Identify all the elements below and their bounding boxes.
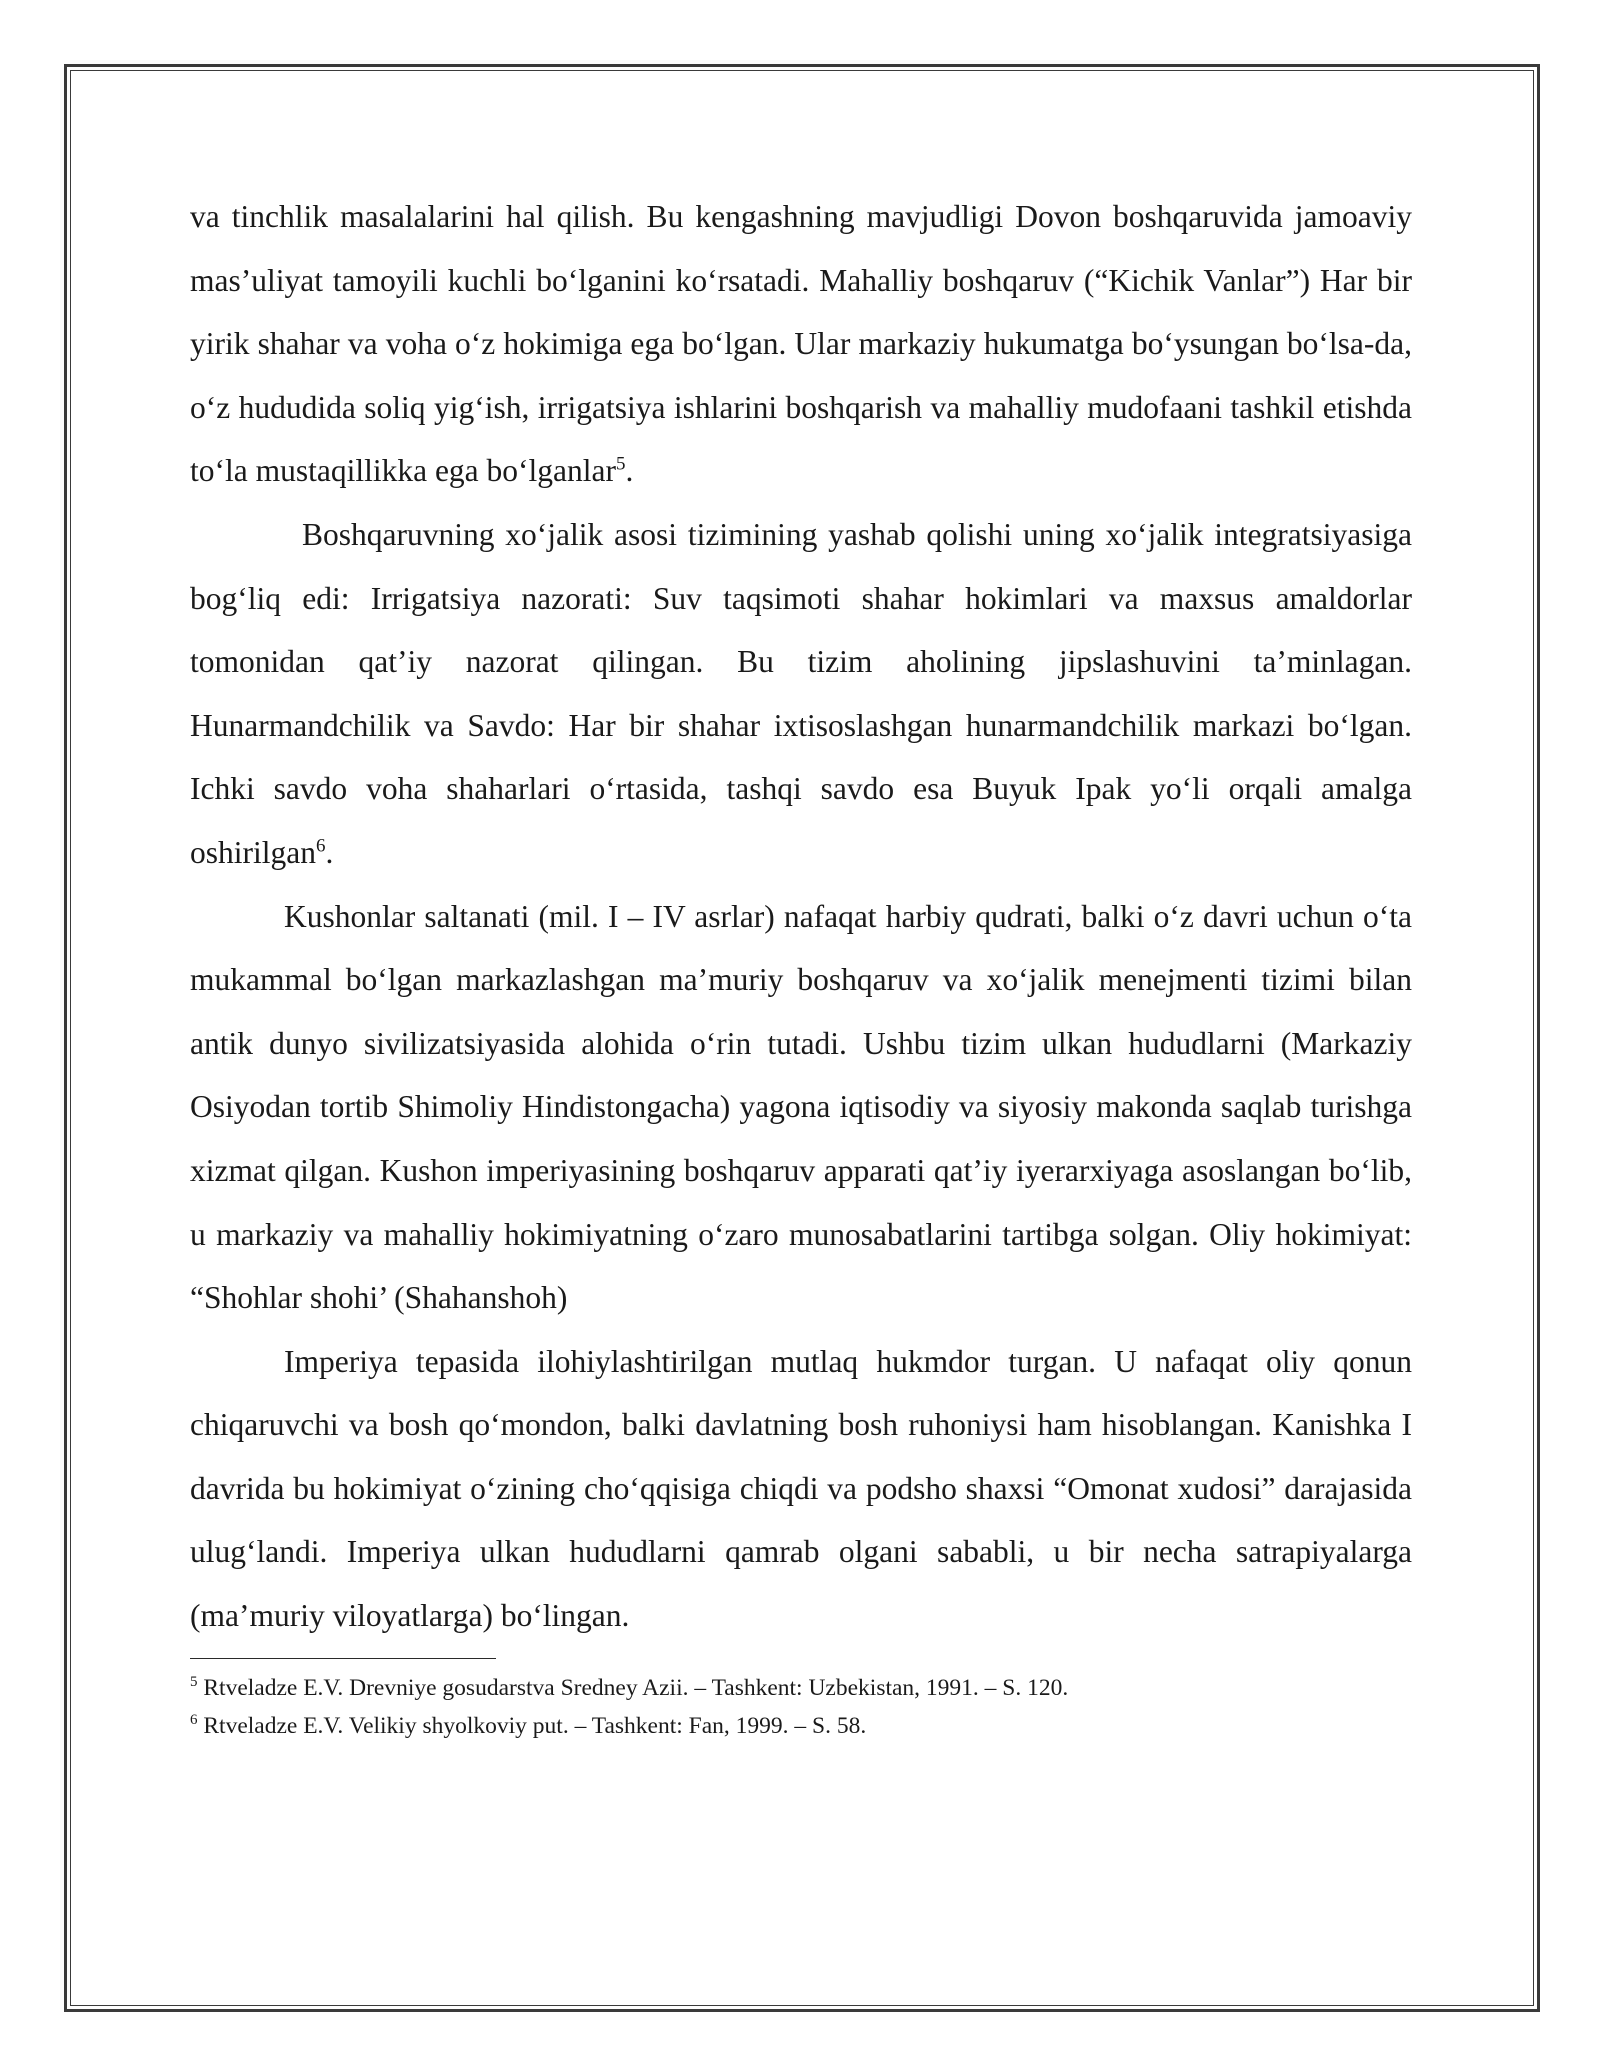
page-body [190, 185, 1412, 1745]
footnote-ref-5[interactable]: 5 [616, 453, 626, 475]
footnote-separator [190, 1658, 496, 1659]
footnote-5 [190, 1669, 1412, 1707]
paragraph-1 [190, 185, 1412, 503]
footnote-6 [190, 1707, 1412, 1745]
footnote-ref-6[interactable]: 6 [316, 835, 326, 857]
paragraph-4-text: Imperiya tepasida ilohiylashtirilgan mutlaq hukmdor turgan. U nafaqat oliy qonun chiqaruvchi va bosh qo‘mondon, balki davlatning bosh ruhoniysi ham hisoblangan. Kanishka I davrida bu hokimiyat o‘zining cho‘qqisiga chiqdi va podsho shaxsi “Omonat xudosi” darajasida ulug‘landi. Imperiya ulkan hududlarni qamrab olgani sababli, u bir necha satrapiyalarga (ma’muriy viloyatlarga) bo‘lingan. [190, 1343, 1412, 1634]
paragraph-2 [190, 503, 1412, 885]
paragraph-1-end: . [625, 453, 634, 489]
paragraph-2-text: Boshqaruvning xo‘jalik asosi tizimining yashab qolishi uning xo‘jalik integratsiyasiga bog‘liq edi: Irrigatsiya nazorati: Suv taqsimoti shahar hokimlari va maxsus amaldorlar tomonidan qat’iy nazorat qilingan. Bu tizim aholining jipslashuvini ta’minlagan. Hunarmandchilik va Savdo: Har bir shahar ixtisoslashgan hunarmandchilik markazi bo‘lgan. Ichki savdo voha shaharlari o‘rtasida, tashqi savdo esa Buyuk Ipak yo‘li orqali amalga oshirilgan [190, 516, 1412, 870]
footnote-5-text: Rtveladze E.V. Drevniye gosudarstva Sredney Azii. – Tashkent: Uzbekistan, 1991. – S. 120. [203, 1674, 1069, 1701]
paragraph-1-text: va tinchlik masalalarini hal qilish. Bu kengashning mavjudligi Dovon boshqaruvida jamoaviy mas’uliyat tamoyili kuchli bo‘lganini ko‘rsatadi. Mahalliy boshqaruv (“Kichik Vanlar”) Har bir yirik shahar va voha o‘z hokimiga ega bo‘lgan. Ular markaziy hukumatga bo‘ysungan bo‘lsa-da, o‘z hududida soliq yig‘ish, irrigatsiya ishlarini boshqarish va mahalliy mudofaani tashkil etishda to‘la mustaqillikka ega bo‘lganlar [190, 199, 1412, 489]
footnote-6-number: 6 [190, 1711, 198, 1728]
footnote-6-text: Rtveladze E.V. Velikiy shyolkoviy put. – Tashkent: Fan, 1999. – S. 58. [203, 1712, 867, 1739]
footnote-5-number: 5 [190, 1673, 198, 1690]
paragraph-3-text: Kushonlar saltanati (mil. I – IV asrlar) nafaqat harbiy qudrati, balki o‘z davri uchun o‘ta mukammal bo‘lgan markazlashgan ma’muriy boshqaruv va xo‘jalik menejmenti tizimi bilan antik dunyo sivilizatsiyasida alohida o‘rin tutadi. Ushbu tizim ulkan hududlarni (Markaziy Osiyodan tortib Shimoliy Hindistongacha) yagona iqtisodiy va siyosiy makonda saqlab turishga xizmat qilgan. Kushon imperiyasining boshqaruv apparati qat’iy iyerarxiyaga asoslangan bo‘lib, u markaziy va mahalliy hokimiyatning o‘zaro munosabatlarini tartibga solgan. Oliy hokimiyat: “Shohlar shohi’ (Shahanshoh) [190, 898, 1412, 1316]
paragraph-4 [190, 1330, 1412, 1648]
paragraph-2-end: . [325, 834, 334, 870]
paragraph-3 [190, 885, 1412, 1330]
